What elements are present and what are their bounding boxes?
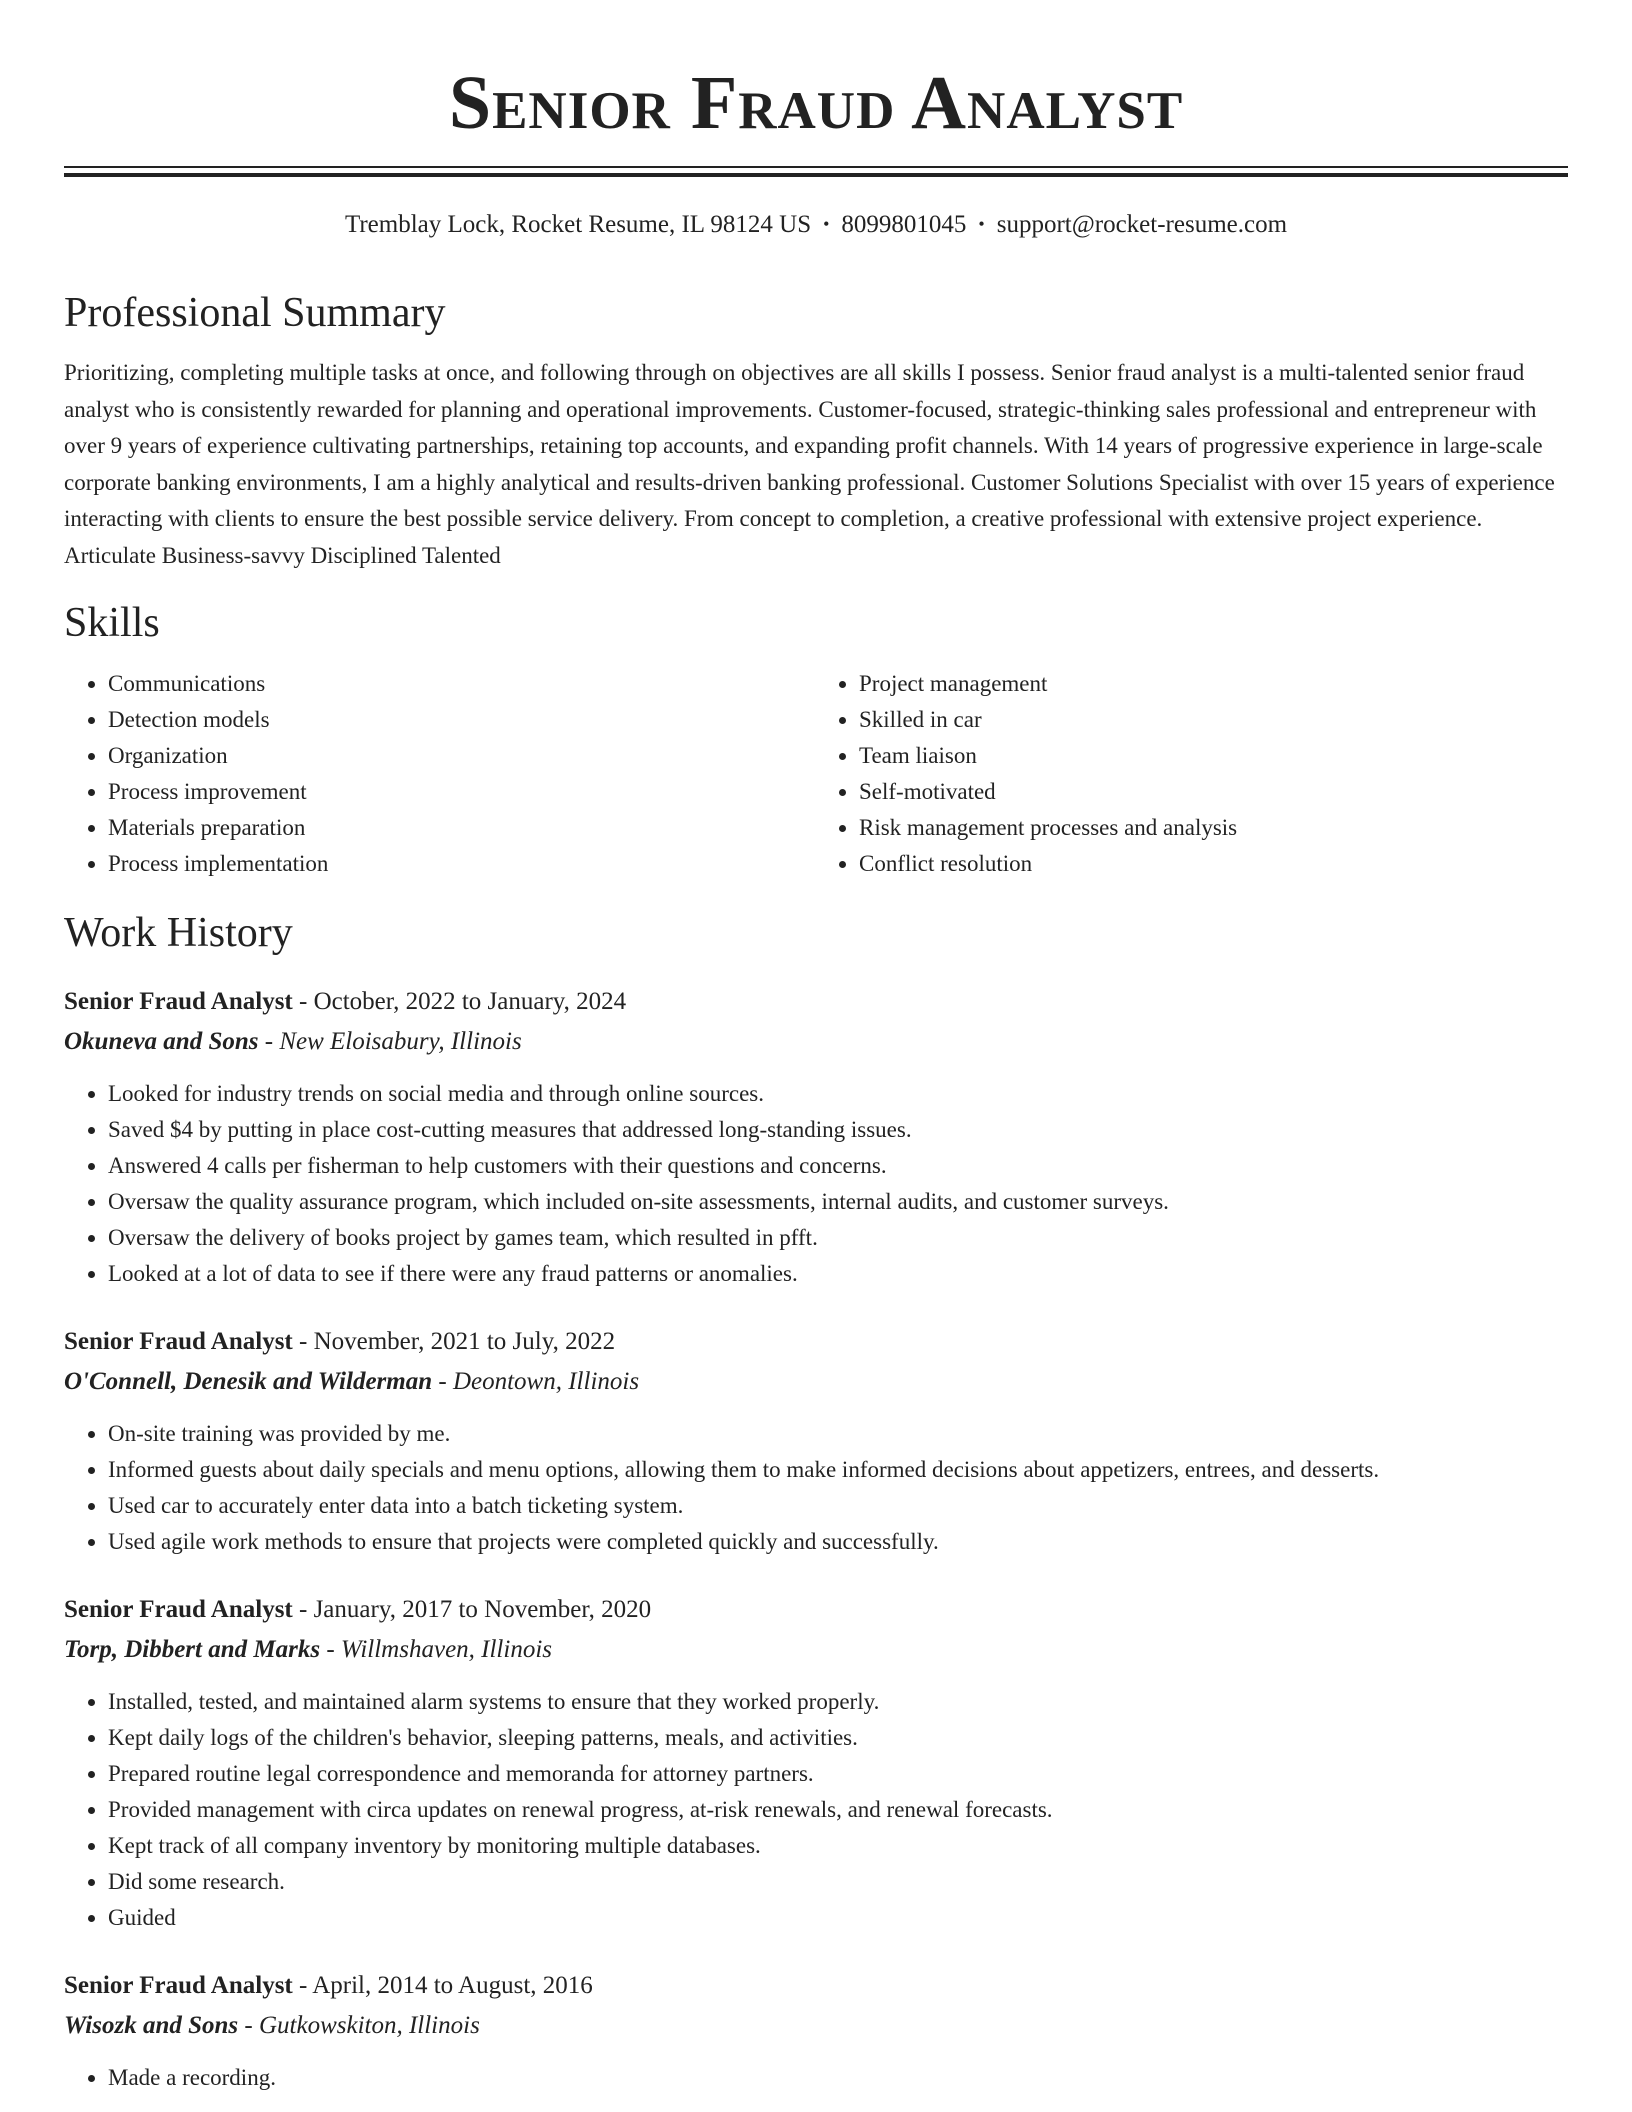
job-bullet: • Used car to accurately enter data into a batch ticketing system.	[108, 1488, 1568, 1524]
job-bullet: • Oversaw the quality assurance program, which included on-site assessments, internal audits, and customer surveys.	[108, 1184, 1568, 1220]
job-bullets	[64, 1076, 1568, 1292]
job-company-line	[64, 2008, 1568, 2044]
skills-list-right	[817, 666, 1568, 882]
job-title: Senior Fraud Analyst	[64, 1328, 293, 1355]
job-bullets	[64, 1684, 1568, 1936]
job-bullet: • Kept track of all company inventory by monitoring multiple databases.	[108, 1828, 1568, 1864]
job-company: Torp, Dibbert and Marks	[64, 1636, 321, 1663]
skill-item: • Risk management processes and analysis	[859, 810, 1568, 846]
job-company-line	[64, 1632, 1568, 1668]
skill-item: • Team liaison	[859, 738, 1568, 774]
contact-separator: •	[823, 214, 830, 234]
job-bullet: • Provided management with circa updates on renewal progress, at-risk renewals, and renewal forecasts.	[108, 1792, 1568, 1828]
contact-email[interactable]: support@rocket-resume.com	[996, 211, 1288, 238]
job-dates: - April, 2014 to August, 2016	[292, 1972, 593, 1999]
job-bullet: • Installed, tested, and maintained alarm systems to ensure that they worked properly.	[108, 1684, 1568, 1720]
job-location: - New Eloisabury, Illinois	[258, 1028, 522, 1055]
job-location: - Deontown, Illinois	[432, 1368, 640, 1395]
job-dates: - October, 2022 to January, 2024	[292, 988, 627, 1015]
job-bullets	[64, 2060, 1568, 2096]
skill-item: • Process implementation	[108, 846, 817, 882]
work-history-heading: Work History	[64, 910, 293, 956]
job-bullets	[64, 1416, 1568, 1560]
job-company: Wisozk and Sons	[64, 2012, 239, 2039]
contact-separator: •	[978, 214, 985, 234]
resume-page	[64, 0, 1568, 2096]
skill-item: • Communications	[108, 666, 817, 702]
job-bullet: • Prepared routine legal correspondence and memoranda for attorney partners.	[108, 1756, 1568, 1792]
skill-item: • Materials preparation	[108, 810, 817, 846]
job-title-line	[64, 1324, 1568, 1360]
job-title-line	[64, 984, 1568, 1020]
skills-heading: Skills	[64, 600, 160, 646]
job-title: Senior Fraud Analyst	[64, 1596, 293, 1623]
summary-text: Prioritizing, completing multiple tasks at once, and following through on objectives are all skills I possess. Senior fraud analyst is a multi-talented senior fraud analyst who is consistently rewarded for planning and operational improvements. Customer-focused, strategic-thinking sales professional and entrepreneur with over 9 years of experience cultivating partnerships, retaining top accounts, and expanding profit channels. With 14 years of progressive experience in large-scale corporate banking environments, I am a highly analytical and results-driven banking professional. Customer Solutions Specialist with over 15 years of experience interacting with clients to ensure the best possible service delivery. From concept to completion, a creative professional with extensive project experience. Articulate Business-savvy Disciplined Talented	[64, 360, 1555, 568]
job-title: Senior Fraud Analyst	[64, 988, 293, 1015]
skill-item: • Project management	[859, 666, 1568, 702]
job-dates: - November, 2021 to July, 2022	[292, 1328, 616, 1355]
contact-line	[64, 207, 1568, 242]
job-company: Okuneva and Sons	[64, 1028, 259, 1055]
job-title-line	[64, 1968, 1568, 2004]
job-entry	[64, 1324, 1568, 1560]
job-company-line	[64, 1364, 1568, 1400]
job-bullet: • Did some research.	[108, 1864, 1568, 1900]
job-bullet: • On-site training was provided by me.	[108, 1416, 1568, 1452]
job-dates: - January, 2017 to November, 2020	[292, 1596, 652, 1623]
job-bullet: • Looked at a lot of data to see if there were any fraud patterns or anomalies.	[108, 1256, 1568, 1292]
job-title: Senior Fraud Analyst	[64, 1972, 293, 1999]
skill-item: • Self-motivated	[859, 774, 1568, 810]
job-entry	[64, 1968, 1568, 2096]
job-bullet: • Answered 4 calls per fisherman to help customers with their questions and concerns.	[108, 1148, 1568, 1184]
job-bullet: • Guided	[108, 1900, 1568, 1936]
header-double-rule	[64, 166, 1568, 177]
job-bullet: • Oversaw the delivery of books project by games team, which resulted in pfft.	[108, 1220, 1568, 1256]
contact-phone: 8099801045	[841, 211, 967, 238]
job-entry	[64, 984, 1568, 1292]
skills-list-left	[64, 666, 817, 882]
skill-item: • Process improvement	[108, 774, 817, 810]
job-company-line	[64, 1024, 1568, 1060]
job-bullet: • Informed guests about daily specials and menu options, allowing them to make informed decisions about appetizers, entrees, and desserts.	[108, 1452, 1568, 1488]
summary-heading: Professional Summary	[64, 290, 446, 336]
job-location: - Willmshaven, Illinois	[320, 1636, 552, 1663]
job-bullet: • Kept daily logs of the children's behavior, sleeping patterns, meals, and activities.	[108, 1720, 1568, 1756]
job-location: - Gutkowskiton, Illinois	[238, 2012, 480, 2039]
contact-address: Tremblay Lock, Rocket Resume, IL 98124 US	[344, 211, 812, 238]
job-entry	[64, 1592, 1568, 1936]
resume-name: Senior Fraud Analyst	[448, 61, 1184, 145]
job-title-line	[64, 1592, 1568, 1628]
skill-item: • Conflict resolution	[859, 846, 1568, 882]
skill-item: • Organization	[108, 738, 817, 774]
job-bullet: • Saved $4 by putting in place cost-cutting measures that addressed long-standing issues.	[108, 1112, 1568, 1148]
job-bullet: • Used agile work methods to ensure that projects were completed quickly and successfully.	[108, 1524, 1568, 1560]
job-company: O'Connell, Denesik and Wilderman	[64, 1368, 433, 1395]
job-bullet: • Looked for industry trends on social media and through online sources.	[108, 1076, 1568, 1112]
skill-item: • Skilled in car	[859, 702, 1568, 738]
skills-columns	[64, 666, 1568, 882]
job-bullet: • Made a recording.	[108, 2060, 1568, 2096]
skill-item: • Detection models	[108, 702, 817, 738]
